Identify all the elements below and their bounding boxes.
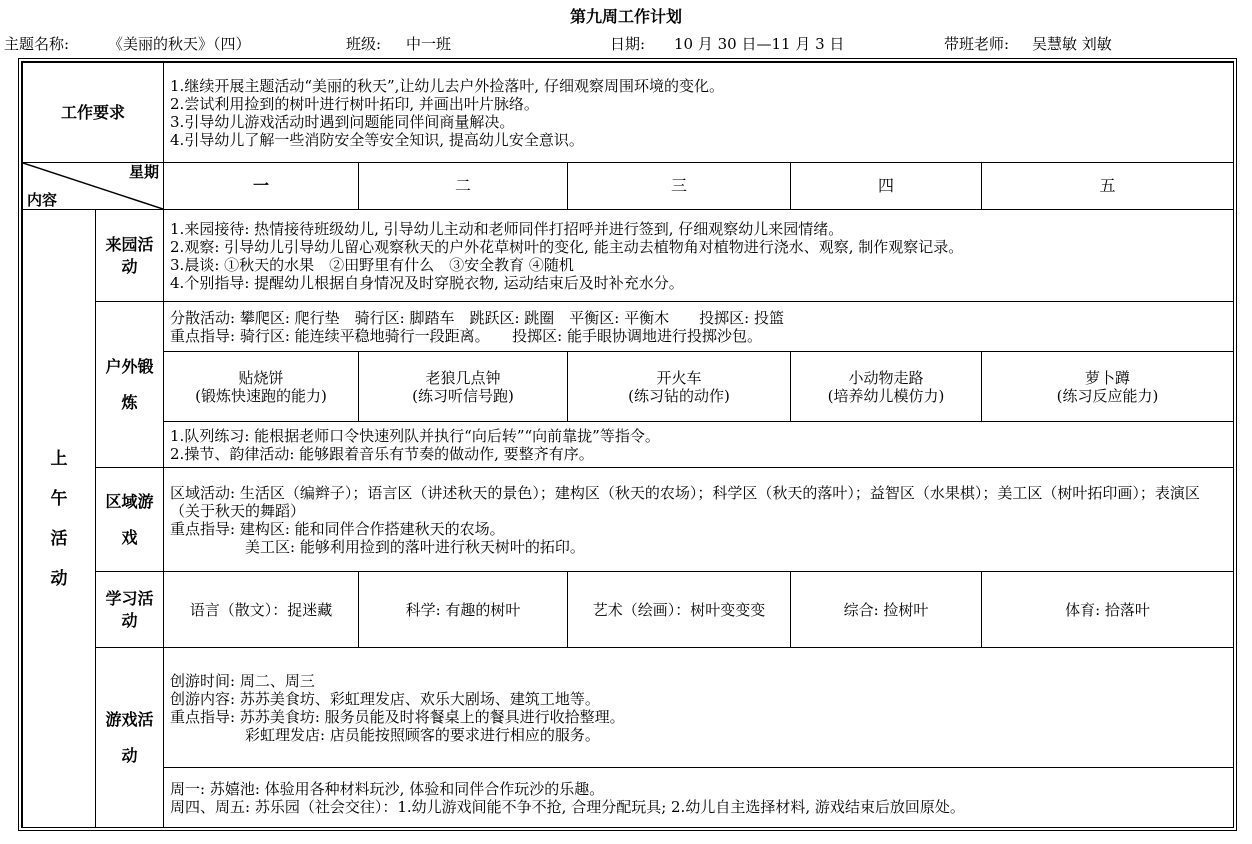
- requirements-line-4: 4.引导幼儿了解一些消防安全等安全知识, 提高幼儿安全意识。: [170, 130, 584, 149]
- area-games-line-1: 区域活动: 生活区（编辫子）；语言区（讲述秋天的景色）；建构区（秋天的农场）；科学区（秋天的落叶）；益智区（水果棋）；美工区（树叶拓印画）；表演区（关于秋天的舞蹈）: [170, 483, 1200, 520]
- corner-cell: [23, 163, 164, 210]
- weekday-header-row: [23, 163, 1234, 210]
- outdoor-label: 户外锻炼: [96, 302, 164, 468]
- weekly-plan-table: [22, 62, 1234, 828]
- arrival-line-2: 2.观察: 引导幼儿引导幼儿留心观察秋天的户外花草树叶的变化, 能主动去植物角对植物进行浇水、观察, 制作观察记录。: [170, 237, 964, 256]
- game-name: 萝卜蹲: [1085, 368, 1131, 387]
- day-thursday: 四: [791, 163, 982, 210]
- morning-section-label: [23, 210, 96, 828]
- outdoor-zones-row: [23, 302, 1234, 352]
- teacher-label: 带班老师:: [944, 35, 1010, 53]
- outdoor-drills-content: [164, 422, 1234, 468]
- learning-wednesday: 艺术（绘画）：树叶变变变: [568, 572, 791, 648]
- game-goal: (练习听信号跑): [412, 386, 514, 405]
- requirements-line-2: 2.尝试利用捡到的树叶进行树叶拓印, 并画出叶片脉络。: [170, 94, 539, 113]
- learning-friday: 体育: 拾落叶: [982, 572, 1234, 648]
- game-goal: (锻炼快速跑的能力): [195, 386, 327, 405]
- area-games-row: [23, 468, 1234, 572]
- requirements-line-3: 3.引导幼儿游戏活动时遇到问题能同伴间商量解决。: [170, 112, 515, 131]
- area-games-line-3: 美工区: 能够利用捡到的落叶进行秋天树叶的拓印。: [170, 537, 585, 556]
- morning-char-2: 午: [50, 488, 68, 509]
- arrival-content: [164, 210, 1234, 302]
- morning-char-3: 活: [50, 528, 68, 549]
- date-value: 10 月 30 日—11 月 3 日: [674, 35, 845, 53]
- date-label: 日期:: [610, 35, 646, 53]
- outdoor-game-monday: [164, 352, 359, 422]
- game-name: 贴烧饼: [238, 368, 284, 387]
- learning-tuesday: 科学: 有趣的树叶: [359, 572, 568, 648]
- requirements-content: [164, 63, 1234, 163]
- play-other-line-2: 周四、周五: 苏乐园（社会交往）：1.幼儿游戏间能不争不抢, 合理分配玩具; 2.幼儿自主选择材料, 游戏结束后放回原处。: [170, 797, 965, 816]
- arrival-line-1: 1.来园接待: 热情接待班级幼儿, 引导幼儿主动和老师同伴打招呼并进行签到, 仔细观察幼儿来园情绪。: [170, 219, 844, 238]
- day-monday: 一: [164, 163, 359, 210]
- play-label: 游戏活动: [96, 648, 164, 828]
- day-tuesday: 二: [359, 163, 568, 210]
- morning-char-1: 上: [50, 448, 68, 469]
- area-games-line-2: 重点指导: 建构区: 能和同伴合作搭建秋天的农场。: [170, 519, 505, 538]
- page-title: 第九周工作计划: [569, 7, 682, 26]
- learning-label: 学习活动: [96, 572, 164, 648]
- game-name: 小动物走路: [848, 368, 924, 387]
- area-games-content: [164, 468, 1234, 572]
- play-creative-line-2: 创游内容: 苏苏美食坊、彩虹理发店、欢乐大剧场、建筑工地等。: [170, 689, 600, 708]
- play-creative-line-4: 彩虹理发店: 店员能按照顾客的要求进行相应的服务。: [170, 725, 600, 744]
- arrival-row: [23, 210, 1234, 302]
- arrival-line-3: 3.晨谈: ①秋天的水果 ②田野里有什么 ③安全教育 ④随机: [170, 255, 574, 274]
- game-goal: (培养幼儿模仿力): [827, 386, 945, 405]
- play-creative-line-3: 重点指导: 苏苏美食坊: 服务员能及时将餐桌上的餐具进行收拾整理。: [170, 707, 625, 726]
- play-other-content: [164, 768, 1234, 828]
- corner-content-label: 内容: [27, 191, 58, 209]
- learning-row: [23, 572, 1234, 648]
- outdoor-drill-line-2: 2.操节、韵律活动: 能够跟着音乐有节奏的做动作, 要整齐有序。: [170, 444, 594, 463]
- arrival-label: 来园活动: [96, 210, 164, 302]
- play-other-row: [23, 768, 1234, 828]
- play-other-line-1: 周一: 苏嬉池: 体验用各种材料玩沙, 体验和同伴合作玩沙的乐趣。: [170, 779, 605, 798]
- play-creative-line-1: 创游时间: 周二、周三: [170, 671, 315, 690]
- outdoor-zone-line-1: 分散活动: 攀爬区: 爬行垫 骑行区: 脚踏车 跳跃区: 跳圈 平衡区: 平衡木 投掷区: 投篮: [170, 308, 784, 327]
- requirements-line-1: 1.继续开展主题活动“美丽的秋天”,让幼儿去户外捡落叶, 仔细观察周围环境的变化。: [170, 76, 724, 95]
- outdoor-game-friday: [982, 352, 1234, 422]
- play-creative-content: [164, 648, 1234, 768]
- outdoor-game-tuesday: [359, 352, 568, 422]
- game-name: 开火车: [656, 368, 702, 387]
- outdoor-zones-content: [164, 302, 1234, 352]
- day-friday: 五: [982, 163, 1234, 210]
- day-wednesday: 三: [568, 163, 791, 210]
- outdoor-drill-line-1: 1.队列练习: 能根据老师口令快速列队并执行“向后转”“向前靠拢”等指令。: [170, 426, 660, 445]
- learning-thursday: 综合: 捡树叶: [791, 572, 982, 648]
- outdoor-game-thursday: [791, 352, 982, 422]
- game-goal: (练习反应能力): [1056, 386, 1159, 405]
- play-creative-row: [23, 648, 1234, 768]
- outdoor-drills-row: [23, 422, 1234, 468]
- arrival-line-4: 4.个别指导: 提醒幼儿根据自身情况及时穿脱衣物, 运动结束后及时补充水分。: [170, 273, 684, 292]
- teacher-value: 吴慧敏 刘敏: [1032, 35, 1112, 53]
- outdoor-game-wednesday: [568, 352, 791, 422]
- game-name: 老狼几点钟: [425, 368, 501, 387]
- theme-label: 主题名称:: [4, 35, 70, 53]
- outdoor-zone-line-2: 重点指导: 骑行区: 能连续平稳地骑行一段距离。 投掷区: 能手眼协调地进行投掷沙包。: [170, 326, 762, 345]
- outdoor-games-row: [23, 352, 1234, 422]
- class-label: 班级:: [346, 35, 382, 53]
- learning-monday: 语言（散文）：捉迷藏: [164, 572, 359, 648]
- corner-weekday-label: 星期: [129, 163, 160, 181]
- theme-value: 《美丽的秋天》（四）: [108, 35, 251, 53]
- requirements-label: 工作要求: [23, 63, 164, 163]
- morning-char-4: 动: [50, 568, 68, 589]
- requirements-row: [23, 63, 1234, 163]
- class-value: 中一班: [406, 35, 452, 53]
- area-games-label: 区域游戏: [96, 468, 164, 572]
- game-goal: (练习钻的动作): [628, 386, 730, 405]
